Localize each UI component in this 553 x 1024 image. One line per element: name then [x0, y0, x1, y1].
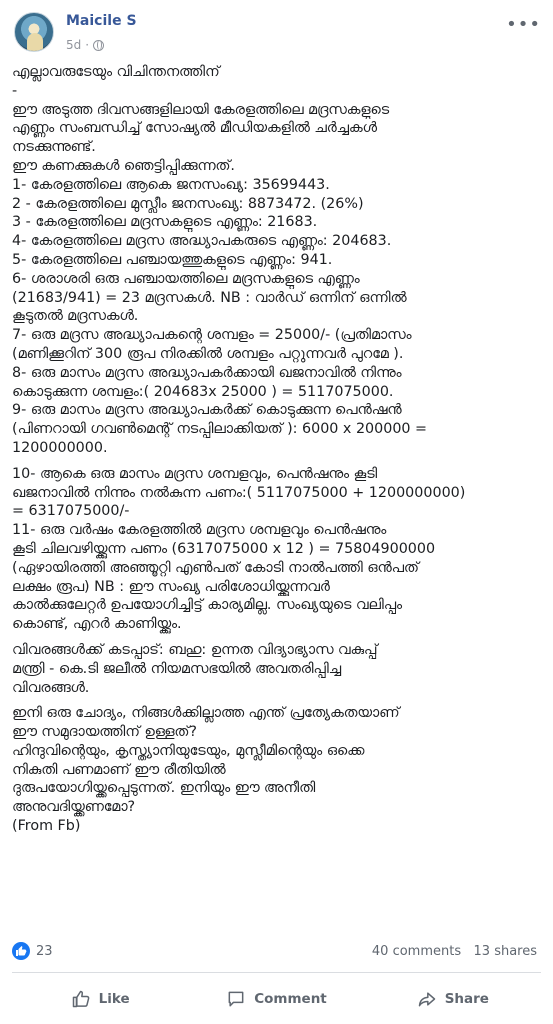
post-text-line: വിവരങ്ങൾക്ക് കടപ്പാട്: ബഹു: ഉന്നത വിദ്യാഭ്യാസ വകുപ്പ്	[12, 641, 378, 658]
post-text	[12, 63, 542, 836]
post-meta	[66, 38, 104, 52]
comment-button[interactable]	[188, 980, 364, 1018]
comment-count[interactable]: 40 comments	[371, 944, 462, 959]
post-actions	[12, 980, 541, 1018]
post-text-line: (പിണറായി ഗവൺമെന്റ് നടപ്പിലാക്കിയത് ): 6000 x 200000 =	[12, 421, 428, 438]
post-text-line: ഹിന്ദുവിന്റെയും, കൃസ്ത്യാനിയുടേയും, മുസ്ലീമിന്റെയും ഒക്കെ	[12, 742, 365, 759]
post-text-line: 5- കേരളത്തിലെ പഞ്ചായത്തുകളുടെ എണ്ണം: 941.	[12, 251, 333, 268]
post-text-line: (മണിക്കൂറിന് 300 രൂപ നിരക്കിൽ ശമ്പളം പറ്റുന്നവർ പുറമേ ).	[12, 345, 404, 362]
post-text-line: 2 - കേരളത്തിലെ മുസ്ലീം ജനസംഖ്യ: 8873472. (26%)	[12, 195, 364, 212]
post-text-line: 10- ആകെ ഒരു മാസം മദ്രസ ശമ്പളവും, പെൻഷനും കൂടി	[12, 465, 378, 482]
post-text-line: 8- ഒരു മാസം മദ്രസ അദ്ധ്യാപകർക്കായി ഖജനാവിൽ നിന്നും	[12, 364, 402, 381]
post-text-line: ഈ സമുദായത്തിന് ഉള്ളത്?	[12, 724, 197, 741]
post-text-line: ഈ അടുത്ത ദിവസങ്ങളിലായി കേരളത്തിലെ മദ്രസകളുടെ	[12, 101, 390, 118]
author-name[interactable]: Maicile S	[66, 13, 137, 29]
comment-icon	[226, 989, 246, 1009]
post-header	[0, 0, 553, 62]
post-stats	[12, 940, 541, 966]
post-text-line: (21683/941) = 23 മദ്രസകൾ. NB : വാർഡ് ഒന്നിന് ഒന്നിൽ	[12, 289, 407, 306]
post-text-line: കൊടുക്കുന്ന ശമ്പളം:( 204683x 25000 ) = 5117075000.	[12, 383, 394, 400]
post-text-line: കൂടുതൽ മദ്രസകൾ.	[12, 308, 139, 325]
post-text-line: നികുതി പണമാണ് ഈ രീതിയിൽ	[12, 761, 226, 778]
post-text-line: (From Fb)	[12, 818, 81, 835]
post-text-line: എണ്ണം സംബന്ധിച്ച് സോഷ്യൽ മീഡിയകളിൽ ചർച്ചകൾ	[12, 120, 377, 137]
post-text-line: 11- ഒരു വർഷം കേരളത്തിൽ മദ്രസ ശമ്പളവും പെൻഷനും	[12, 522, 387, 539]
post-text-line: 7- ഒരു മദ്രസ അദ്ധ്യാപകന്റെ ശമ്പളം = 25000/- (പ്രതിമാസം	[12, 327, 412, 344]
post-text-line: കാൽക്കുലേറ്റർ ഉപയോഗിച്ചിട്ട് കാര്യമില്ല. സംഖ്യയുടെ വലിപ്പം	[12, 597, 402, 614]
paragraph-gap	[12, 458, 542, 465]
post-text-line: നടക്കുന്നുണ്ട്.	[12, 139, 96, 156]
post-text-line: -	[12, 82, 18, 99]
divider	[12, 972, 541, 973]
post-text-line: 4- കേരളത്തിലെ മദ്രസ അദ്ധ്യാപകരുടെ എണ്ണം: 204683.	[12, 233, 392, 250]
like-button[interactable]	[12, 980, 188, 1018]
globe-icon	[93, 40, 104, 51]
post-text-line: എല്ലാവരുടേയും വിചിന്തനത്തിന്	[12, 64, 220, 80]
post-text-line: ദുരുപയോഗിയ്ക്കപ്പെടുന്നത്. ഇനിയും ഈ അനീതി	[12, 780, 316, 797]
post-text-line: വിവരങ്ങൾ.	[12, 679, 90, 696]
share-button[interactable]	[365, 980, 541, 1018]
share-count[interactable]: 13 shares	[473, 944, 537, 959]
comment-label: Comment	[254, 991, 327, 1007]
share-label: Share	[444, 991, 489, 1007]
post-text-line: ഈ കണക്കുകൾ ഞെട്ടിപ്പിക്കുന്നത്.	[12, 157, 235, 174]
meta-separator: ·	[85, 38, 90, 52]
thumbs-up-icon	[71, 989, 91, 1009]
post-text-line: (ഏഴായിരത്തി അഞ്ഞൂറ്റി എൺപത് കോടി നാൽപത്തി ഒൻപത്	[12, 559, 419, 576]
like-reaction-icon[interactable]	[12, 942, 30, 960]
paragraph-gap	[12, 697, 542, 704]
post-text-line: ലക്ഷം രൂപ) NB : ഈ സംഖ്യ പരിശോധിയ്ക്കുന്നവർ	[12, 578, 330, 595]
post-text-line: കൂടി ചിലവഴിയ്ക്കുന്ന പണം (6317075000 x 12 ) = 75804900000	[12, 540, 436, 557]
share-arrow-icon	[417, 989, 437, 1009]
comment-share-counts	[372, 944, 537, 959]
post-text-line: 6- ശരാശരി ഒരു പഞ്ചായത്തിലെ മദ്രസകളുടെ എണ്ണം	[12, 270, 360, 287]
reaction-count[interactable]: 23	[36, 944, 53, 959]
post-text-line: ഖജനാവിൽ നിന്നും നൽകുന്ന പണം:( 5117075000 + 1200000000)	[12, 484, 466, 501]
post-time[interactable]: 5d	[66, 38, 82, 52]
paragraph-gap	[12, 634, 542, 641]
avatar[interactable]	[14, 12, 54, 52]
post-text-line: അനുവദിയ്ക്കണമോ?	[12, 799, 136, 816]
post-text-line: = 6317075000/-	[12, 503, 130, 520]
more-options-button[interactable]: •••	[506, 14, 541, 35]
post-text-line: 1- കേരളത്തിലെ ആകെ ജനസംഖ്യ: 35699443.	[12, 176, 330, 193]
post-text-line: 3 - കേരളത്തിലെ മദ്രസകളുടെ എണ്ണം: 21683.	[12, 214, 318, 231]
post-text-line: മന്ത്രി - കെ.ടി ജലീൽ നിയമസഭയിൽ അവതരിപ്പിച്ച	[12, 660, 341, 677]
like-label: Like	[98, 991, 130, 1007]
post-text-line: 9- ഒരു മാസം മദ്രസ അദ്ധ്യാപകർക്ക് കൊടുക്കുന്ന പെൻഷൻ	[12, 402, 402, 419]
post-text-line: കൊണ്ട്, എറർ കാണിയ്ക്കും.	[12, 616, 182, 633]
post-text-line: ഇനി ഒരു ചോദ്യം, നിങ്ങൾക്കില്ലാത്ത എന്ത് പ്രത്യേകതയാണ്	[12, 705, 400, 722]
post-text-line: 1200000000.	[12, 439, 108, 456]
